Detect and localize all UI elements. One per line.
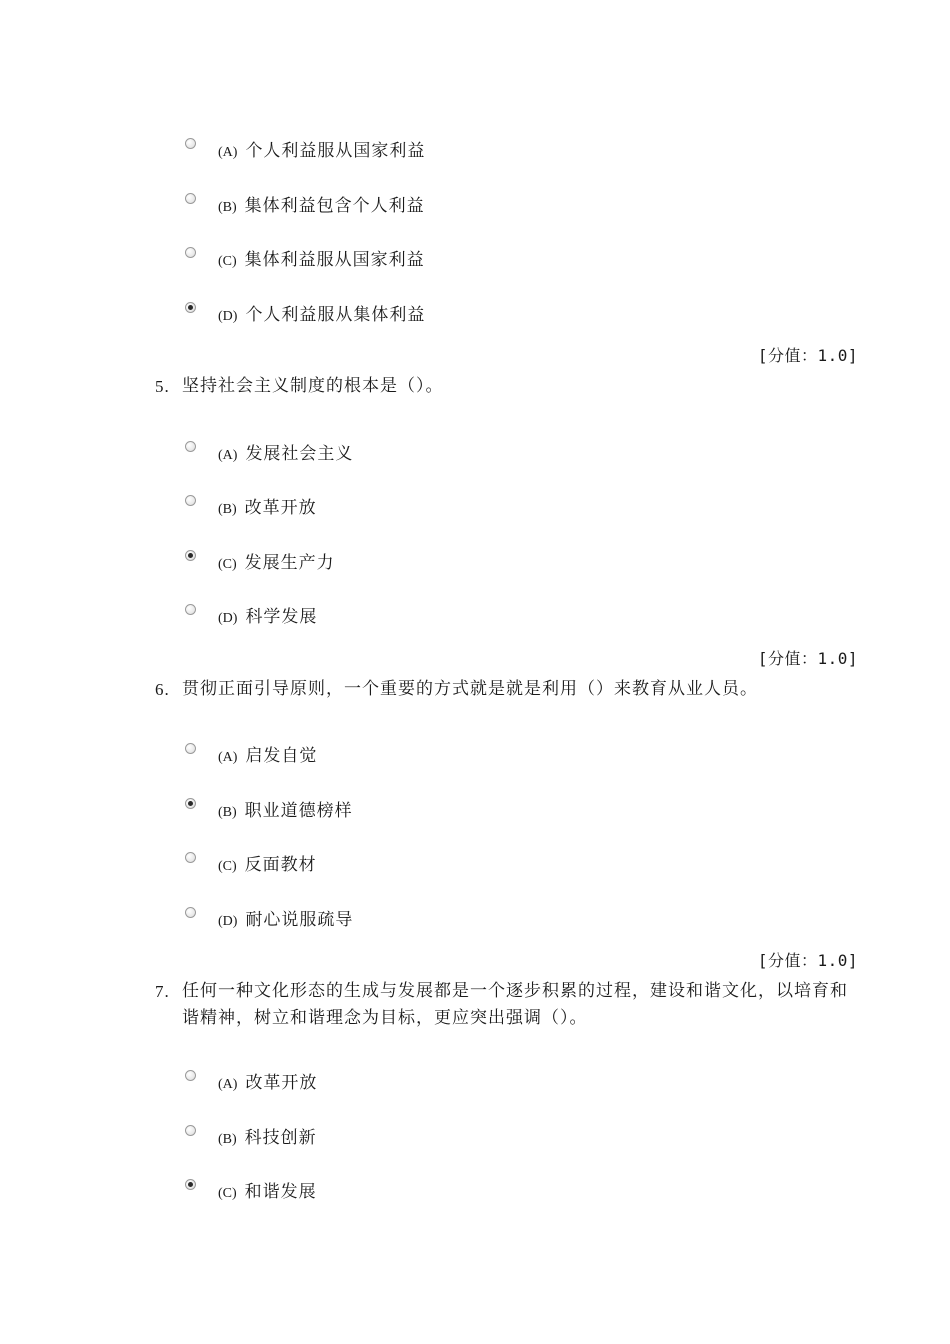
option-text: 和谐发展 [244, 1181, 317, 1202]
q4-option-c[interactable] [185, 242, 425, 272]
radio-button[interactable] [185, 743, 196, 754]
q7-option-c[interactable] [185, 1174, 317, 1204]
option-letter: (A) [218, 448, 238, 463]
radio-button[interactable] [185, 247, 196, 258]
option-letter: (C) [218, 254, 237, 269]
option-text: 改革开放 [245, 1072, 318, 1093]
option-text: 个人利益服从国家利益 [245, 140, 426, 161]
option-letter: (D) [218, 611, 238, 626]
q5-option-a[interactable] [185, 436, 353, 466]
radio-button[interactable] [185, 193, 196, 204]
q4-option-b[interactable] [185, 188, 425, 218]
option-text: 职业道德榜样 [244, 800, 353, 821]
option-text: 发展社会主义 [245, 443, 354, 464]
q6-option-c[interactable] [185, 847, 317, 877]
q5-question [155, 373, 855, 400]
radio-button[interactable] [185, 852, 196, 863]
option-text: 耐心说服疏导 [245, 909, 354, 930]
radio-button-selected[interactable] [185, 302, 196, 313]
option-letter: (C) [218, 1186, 237, 1201]
option-text: 改革开放 [244, 497, 317, 518]
q4-option-a[interactable] [185, 133, 425, 163]
question-number: 6. [155, 680, 170, 699]
option-letter: (B) [218, 805, 237, 820]
option-text: 启发自觉 [245, 745, 318, 766]
radio-button[interactable] [185, 441, 196, 452]
q5-option-c[interactable] [185, 545, 335, 575]
option-letter: (A) [218, 1077, 238, 1092]
q7-option-a[interactable] [185, 1065, 317, 1095]
option-letter: (C) [218, 859, 237, 874]
radio-button-selected[interactable] [185, 798, 196, 809]
question-number: 5. [155, 377, 170, 396]
radio-button[interactable] [185, 1070, 196, 1081]
option-text: 集体利益服从国家利益 [244, 249, 425, 270]
option-letter: (B) [218, 200, 237, 215]
option-text: 发展生产力 [244, 552, 335, 573]
q6-option-a[interactable] [185, 738, 317, 768]
q7-question [155, 978, 855, 1032]
radio-button-selected[interactable] [185, 1179, 196, 1190]
q6-option-b[interactable] [185, 793, 353, 823]
radio-button[interactable] [185, 495, 196, 506]
question-text: 贯彻正面引导原则，一个重要的方式就是就是利用（）来教育从业人员。 [182, 679, 758, 699]
q6-option-d[interactable] [185, 902, 353, 932]
option-text: 科技创新 [244, 1127, 317, 1148]
radio-button-selected[interactable] [185, 550, 196, 561]
option-letter: (B) [218, 1132, 237, 1147]
option-text: 个人利益服从集体利益 [245, 304, 426, 325]
radio-button[interactable] [185, 138, 196, 149]
radio-button[interactable] [185, 1125, 196, 1136]
option-text: 科学发展 [245, 606, 318, 627]
radio-button[interactable] [185, 604, 196, 615]
q5-option-b[interactable] [185, 490, 317, 520]
question-text: 坚持社会主义制度的根本是（）。 [182, 376, 444, 396]
question-text: 任何一种文化形态的生成与发展都是一个逐步积累的过程，建设和谐文化，以培育和谐精神，树立和谐理念为目标，更应突出强调（）。 [182, 981, 848, 1028]
q7-score: [分值：1.0] [757, 951, 858, 970]
option-text: 集体利益包含个人利益 [244, 195, 425, 216]
option-letter: (A) [218, 145, 238, 160]
q5-option-d[interactable] [185, 599, 317, 629]
option-letter: (B) [218, 502, 237, 517]
option-letter: (D) [218, 914, 238, 929]
option-letter: (A) [218, 750, 238, 765]
q6-question [155, 676, 855, 703]
question-number: 7. [155, 982, 170, 1001]
q7-option-b[interactable] [185, 1120, 317, 1150]
option-text: 反面教材 [244, 854, 317, 875]
radio-button[interactable] [185, 907, 196, 918]
q5-score: [分值：1.0] [757, 346, 858, 365]
q4-option-d[interactable] [185, 297, 425, 327]
q6-score: [分值：1.0] [757, 649, 858, 668]
option-letter: (C) [218, 557, 237, 572]
option-letter: (D) [218, 309, 238, 324]
